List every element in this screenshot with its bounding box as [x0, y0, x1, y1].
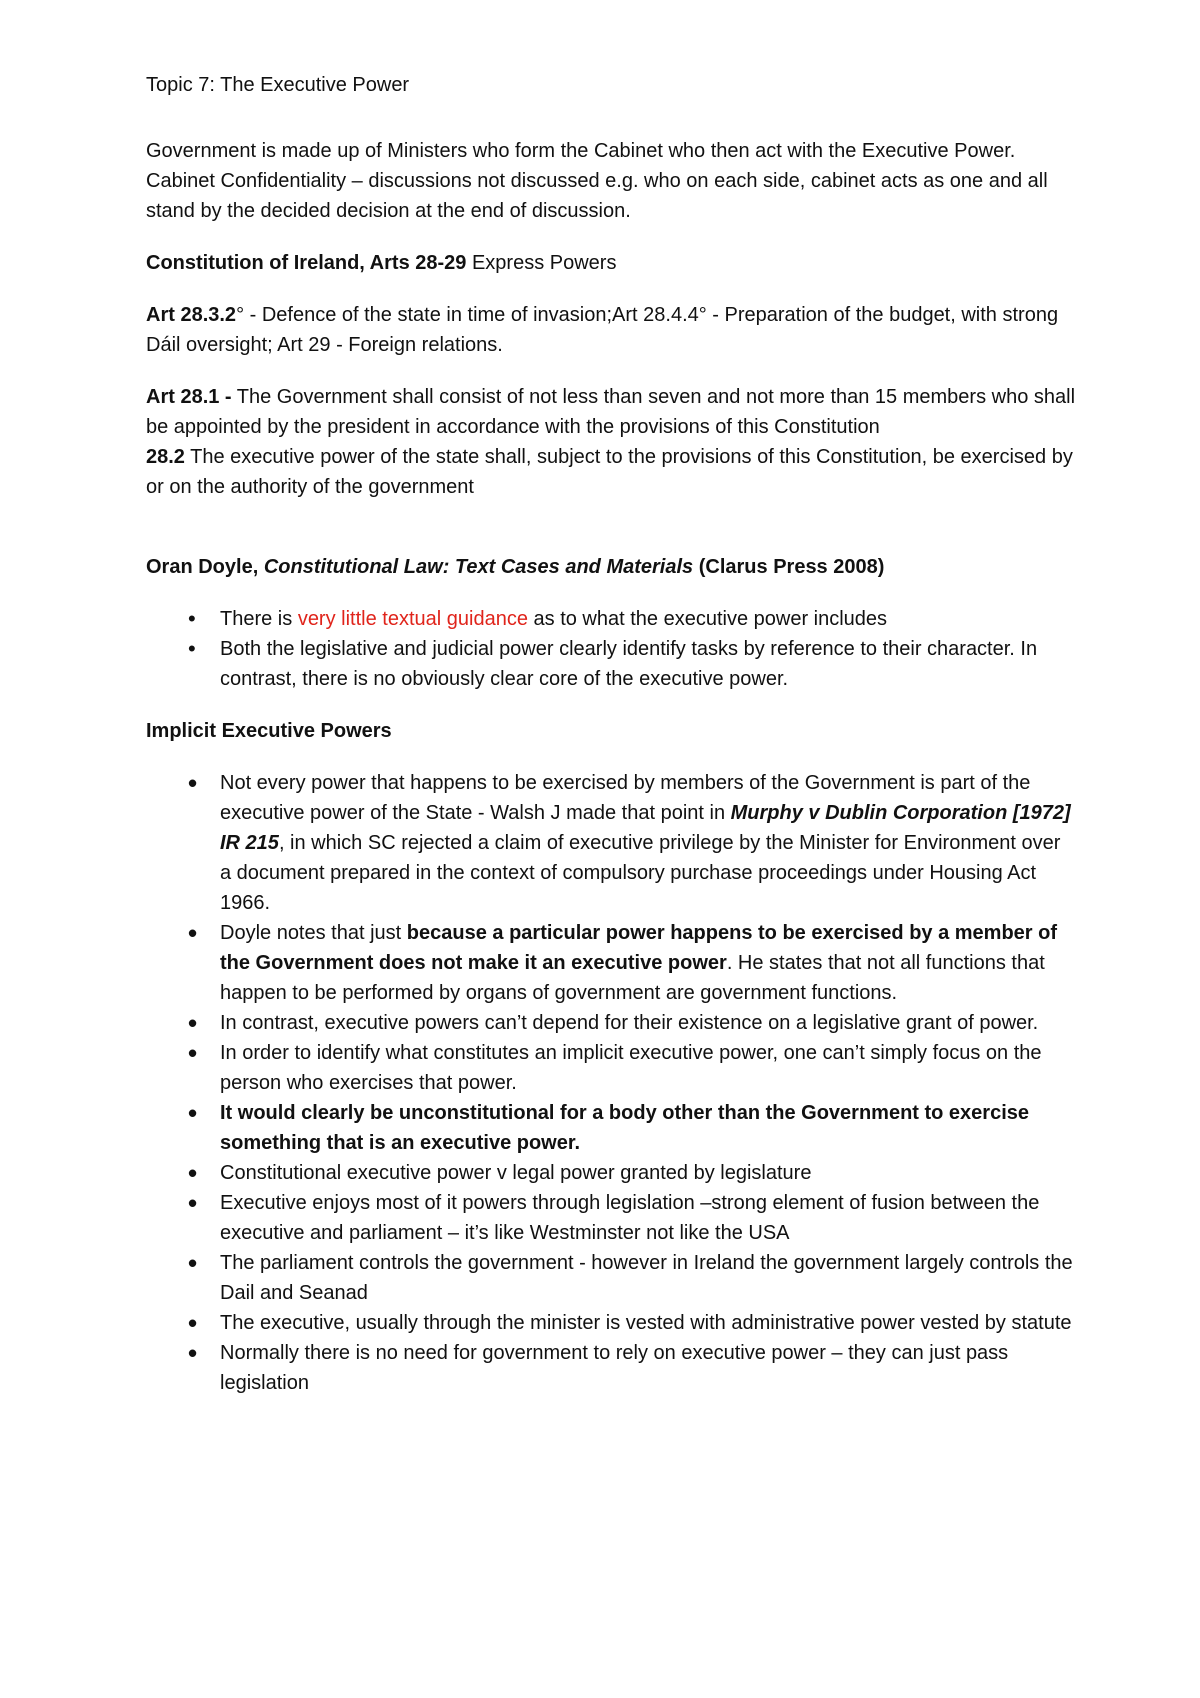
art-28-2-bold: 28.2	[146, 446, 185, 468]
highlighted-text: very little textual guidance	[297, 608, 528, 630]
bullet-text: Doyle notes that just	[220, 922, 407, 944]
list-item: • In order to identify what constitutes an implicit executive power, one can’t simply focus on the person who exercises that power.	[146, 1038, 1076, 1098]
doyle-heading	[146, 552, 1076, 582]
list-item: • In contrast, executive powers can’t depend for their existence on a legislative grant of power.	[146, 1008, 1076, 1038]
art-28-1-bold: Art 28.1 -	[146, 386, 232, 408]
list-item	[146, 768, 1076, 918]
list-item: • The parliament controls the government - however in Ireland the government largely controls the Dail and Seanad	[146, 1248, 1076, 1308]
implicit-powers-heading: Implicit Executive Powers	[146, 720, 392, 742]
doyle-bullet-list	[146, 604, 1076, 694]
bold-text: because a particular power happens to be exercised by a member of the Government does not make it an executive power	[220, 922, 1058, 974]
bullet-text: , in which SC rejected a claim of executive privilege by the Minister for Environment over a document prepared in the context of compulsory purchase proceedings under Housing Act 1966.	[220, 832, 1061, 914]
implicit-bullet-list	[146, 768, 1076, 1398]
art-28-1-rest: The Government shall consist of not less than seven and not more than 15 members who shall be appointed by the president in accordance with the provisions of this Constitution	[146, 386, 1076, 438]
constitution-heading-rest: Express Powers	[466, 252, 617, 274]
articles-paragraph	[146, 300, 1076, 360]
list-item: • Both the legislative and judicial power clearly identify tasks by reference to their character. In contrast, there is no obviously clear core of the executive power.	[146, 634, 1076, 694]
art-28-1-paragraph	[146, 382, 1076, 442]
constitution-heading	[146, 248, 1076, 278]
articles-bold: Art 28.3.2	[146, 304, 237, 326]
doyle-book-title: Constitutional Law: Text Cases and Materials	[263, 556, 694, 578]
bullet-text: Not every power that happens to be exercised by members of the Government is part of the executive power of the State - Walsh J made that point in	[220, 772, 1031, 824]
list-item: • Normally there is no need for government to rely on executive power – they can just pass legislation	[146, 1338, 1076, 1398]
list-item	[146, 918, 1076, 1008]
doyle-author: Oran Doyle,	[146, 556, 264, 578]
art-28-2-rest: The executive power of the state shall, subject to the provisions of this Constitution, be exercised by or on the authority of the government	[146, 446, 1073, 498]
list-item: • Executive enjoys most of it powers through legislation –strong element of fusion between the executive and parliament – it’s like Westminster not like the USA	[146, 1188, 1076, 1248]
art-28-2-paragraph	[146, 442, 1076, 502]
list-item	[146, 604, 1076, 634]
intro-paragraph: Government is made up of Ministers who form the Cabinet who then act with the Executive Power. Cabinet Confidentiality – discussions not discussed e.g. who on each side, cabinet acts as one and all stand by the decided decision at the end of discussion.	[146, 140, 1048, 222]
articles-rest: ° - Defence of the state in time of invasion;Art 28.4.4° - Preparation of the budget, with strong Dáil oversight; Art 29 - Foreign relations.	[146, 304, 1059, 356]
document-body	[146, 70, 1076, 1398]
list-item: • Constitutional executive power v legal power granted by legislature	[146, 1158, 1076, 1188]
list-item: • The executive, usually through the minister is vested with administrative power vested by statute	[146, 1308, 1076, 1338]
case-citation: Murphy v Dublin Corporation [1972] IR 215	[220, 802, 1071, 854]
bullet-text: as to what the executive power includes	[527, 608, 888, 630]
constitution-heading-bold: Constitution of Ireland, Arts 28-29	[146, 252, 467, 274]
bullet-text: There is	[220, 608, 298, 630]
doyle-publisher: (Clarus Press 2008)	[693, 556, 885, 578]
list-item: • It would clearly be unconstitutional for a body other than the Government to exercise something that is an executive power.	[146, 1098, 1076, 1158]
bullet-text: . He states that not all functions that happen to be performed by organs of government are government functions.	[220, 952, 1045, 1004]
page-title: Topic 7: The Executive Power	[146, 74, 410, 96]
